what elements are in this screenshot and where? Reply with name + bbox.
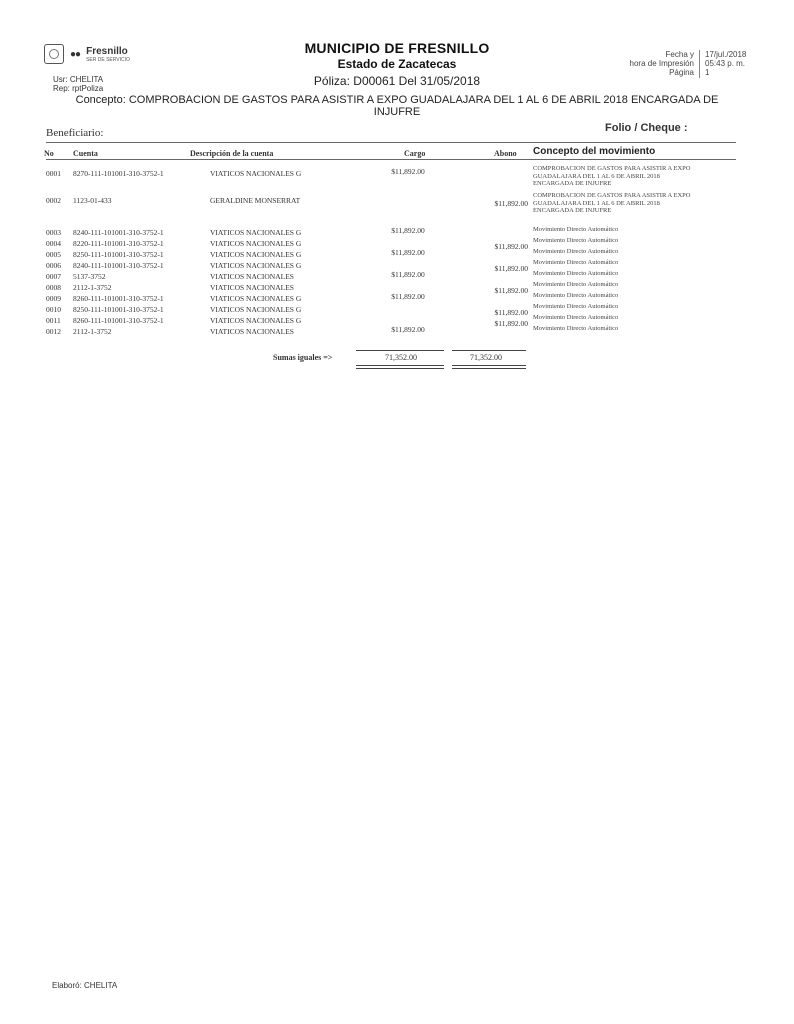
row-abono: $11,892.00 bbox=[494, 286, 528, 295]
row-description: VIATICOS NACIONALES G bbox=[210, 316, 302, 325]
row-description: VIATICOS NACIONALES G bbox=[210, 261, 302, 270]
beneficiario-label: Beneficiario: bbox=[46, 127, 104, 139]
row-movement-concept bbox=[533, 192, 733, 215]
hora-value: 05:43 p. m. bbox=[705, 59, 746, 68]
row-abono: $11,892.00 bbox=[494, 199, 528, 208]
abono-total: 71,352.00 bbox=[470, 353, 502, 362]
hora-label: hora de Impresión bbox=[629, 59, 694, 68]
row-description: VIATICOS NACIONALES bbox=[210, 283, 294, 292]
row-cargo: $11,892.00 bbox=[391, 325, 425, 334]
row-number: 0004 bbox=[46, 239, 61, 248]
row-description: VIATICOS NACIONALES bbox=[210, 327, 294, 336]
movement-line: Movimiento Directo Automático bbox=[533, 281, 619, 288]
row-account: 5137-3752 bbox=[73, 272, 106, 281]
row-cargo: $11,892.00 bbox=[391, 248, 425, 257]
row-cargo: $11,892.00 bbox=[391, 226, 425, 235]
cargo-total-rule-2 bbox=[356, 368, 444, 369]
logo-dots-icon: ●● bbox=[70, 48, 81, 60]
movement-line: COMPROBACION DE GASTOS PARA ASISTIR A EXPO bbox=[533, 192, 691, 199]
pagina-label: Página bbox=[669, 68, 694, 77]
row-abono: $11,892.00 bbox=[494, 319, 528, 328]
row-movement-concept bbox=[533, 292, 733, 300]
col-header-abono: Abono bbox=[494, 149, 517, 158]
row-account: 8250-111-101001-310-3752-1 bbox=[73, 305, 164, 314]
row-movement-concept bbox=[533, 303, 733, 311]
row-account: 8220-111-101001-310-3752-1 bbox=[73, 239, 164, 248]
poliza-date: Del 31/05/2018 bbox=[398, 74, 481, 88]
row-account: 8260-111-101001-310-3752-1 bbox=[73, 316, 164, 325]
col-header-cuenta: Cuenta bbox=[73, 149, 98, 158]
row-cargo: $11,892.00 bbox=[391, 167, 425, 176]
state-subtitle: Estado de Zacatecas bbox=[337, 57, 457, 71]
row-number: 0008 bbox=[46, 283, 61, 292]
movement-line: Movimiento Directo Automático bbox=[533, 314, 619, 321]
concepto-line-1: Concepto: COMPROBACION DE GASTOS PARA ASISTIR A EXPO GUADALAJARA DEL 1 AL 6 DE ABRIL 2018 ENCARGADA DE bbox=[75, 94, 719, 106]
row-account: 8270-111-101001-310-3752-1 bbox=[73, 169, 164, 178]
row-description: VIATICOS NACIONALES G bbox=[210, 305, 302, 314]
row-number: 0006 bbox=[46, 261, 61, 270]
row-description: VIATICOS NACIONALES G bbox=[210, 239, 302, 248]
col-header-cargo: Cargo bbox=[404, 149, 426, 158]
user-line: Usr: CHELITA bbox=[53, 75, 104, 84]
totals-label: Sumas iguales => bbox=[273, 353, 333, 362]
row-account: 8260-111-101001-310-3752-1 bbox=[73, 294, 164, 303]
row-account: 8240-111-101001-310-3752-1 bbox=[73, 261, 164, 270]
movement-line: Movimiento Directo Automático bbox=[533, 270, 619, 277]
col-header-no: No bbox=[44, 149, 54, 158]
poliza-label: Póliza: bbox=[313, 74, 350, 88]
row-account: 8240-111-101001-310-3752-1 bbox=[73, 228, 164, 237]
row-movement-concept bbox=[533, 259, 733, 267]
row-number: 0007 bbox=[46, 272, 61, 281]
cargo-total-rule-top bbox=[356, 350, 444, 351]
logo-subtitle: SER DE SERVICIO bbox=[86, 56, 130, 63]
movement-line: Movimiento Directo Automático bbox=[533, 292, 619, 299]
movement-line: GUADALAJARA DEL 1 AL 6 DE ABRIL 2018 bbox=[533, 172, 660, 180]
row-account: 2112-1-3752 bbox=[73, 327, 112, 336]
elaboro-footer: Elaboró: CHELITA bbox=[52, 981, 118, 990]
report-line: Rep: rptPoliza bbox=[53, 84, 104, 93]
row-description: VIATICOS NACIONALES G bbox=[210, 228, 302, 237]
movement-line: Movimiento Directo Automático bbox=[533, 226, 619, 233]
abono-total-rule-1 bbox=[452, 365, 526, 366]
cargo-total: 71,352.00 bbox=[385, 353, 417, 362]
row-cargo: $11,892.00 bbox=[391, 270, 425, 279]
row-movement-concept bbox=[533, 248, 733, 256]
row-number: 0005 bbox=[46, 250, 61, 259]
row-movement-concept bbox=[533, 325, 733, 333]
poliza-number: D00061 bbox=[353, 74, 396, 88]
row-description: VIATICOS NACIONALES G bbox=[210, 294, 302, 303]
row-number: 0009 bbox=[46, 294, 61, 303]
row-movement-concept bbox=[533, 165, 733, 188]
abono-total-rule-2 bbox=[452, 368, 526, 369]
row-abono: $11,892.00 bbox=[494, 308, 528, 317]
row-description: VIATICOS NACIONALES G bbox=[210, 169, 302, 178]
movement-line: Movimiento Directo Automático bbox=[533, 237, 619, 244]
fecha-value: 17/jul./2018 bbox=[705, 50, 747, 59]
fecha-label: Fecha y bbox=[665, 50, 694, 59]
row-account: 2112-1-3752 bbox=[73, 283, 112, 292]
row-number: 0012 bbox=[46, 327, 61, 336]
row-number: 0003 bbox=[46, 228, 61, 237]
cargo-total-rule-1 bbox=[356, 365, 444, 366]
col-header-descripcion: Descripción de la cuenta bbox=[190, 149, 274, 158]
logo-brand: Fresnillo bbox=[86, 45, 128, 57]
abono-total-rule-top bbox=[452, 350, 526, 351]
row-cargo: $11,892.00 bbox=[391, 292, 425, 301]
document-title: MUNICIPIO DE FRESNILLO bbox=[304, 40, 490, 56]
row-number: 0010 bbox=[46, 305, 61, 314]
row-number: 0001 bbox=[46, 169, 61, 178]
movement-line: GUADALAJARA DEL 1 AL 6 DE ABRIL 2018 bbox=[533, 199, 660, 207]
row-movement-concept bbox=[533, 281, 733, 289]
movement-line: ENCARGADA DE INJUFRE bbox=[533, 207, 612, 214]
folio-label: Folio / Cheque : bbox=[605, 122, 688, 134]
pagina-value: 1 bbox=[705, 68, 710, 77]
col-header-concepto: Concepto del movimiento bbox=[533, 146, 656, 157]
row-movement-concept bbox=[533, 237, 733, 245]
row-account: 8250-111-101001-310-3752-1 bbox=[73, 250, 164, 259]
row-account: 1123-01-433 bbox=[73, 196, 112, 205]
concepto-line-2: INJUFRE bbox=[373, 106, 421, 118]
row-movement-concept bbox=[533, 226, 733, 234]
movement-line: Movimiento Directo Automático bbox=[533, 248, 619, 255]
row-abono: $11,892.00 bbox=[494, 242, 528, 251]
row-movement-concept bbox=[533, 270, 733, 278]
row-number: 0002 bbox=[46, 196, 61, 205]
row-movement-concept bbox=[533, 314, 733, 322]
movement-line: COMPROBACION DE GASTOS PARA ASISTIR A EXPO bbox=[533, 165, 691, 172]
row-description: VIATICOS NACIONALES G bbox=[210, 250, 302, 259]
row-abono: $11,892.00 bbox=[494, 264, 528, 273]
movement-line: Movimiento Directo Automático bbox=[533, 259, 619, 266]
movement-line: Movimiento Directo Automático bbox=[533, 303, 619, 310]
movement-line: ENCARGADA DE INJUFRE bbox=[533, 180, 612, 187]
movement-line: Movimiento Directo Automático bbox=[533, 325, 619, 332]
row-number: 0011 bbox=[46, 316, 61, 325]
row-description: VIATICOS NACIONALES bbox=[210, 272, 294, 281]
row-description: GERALDINE MONSERRAT bbox=[210, 196, 301, 205]
